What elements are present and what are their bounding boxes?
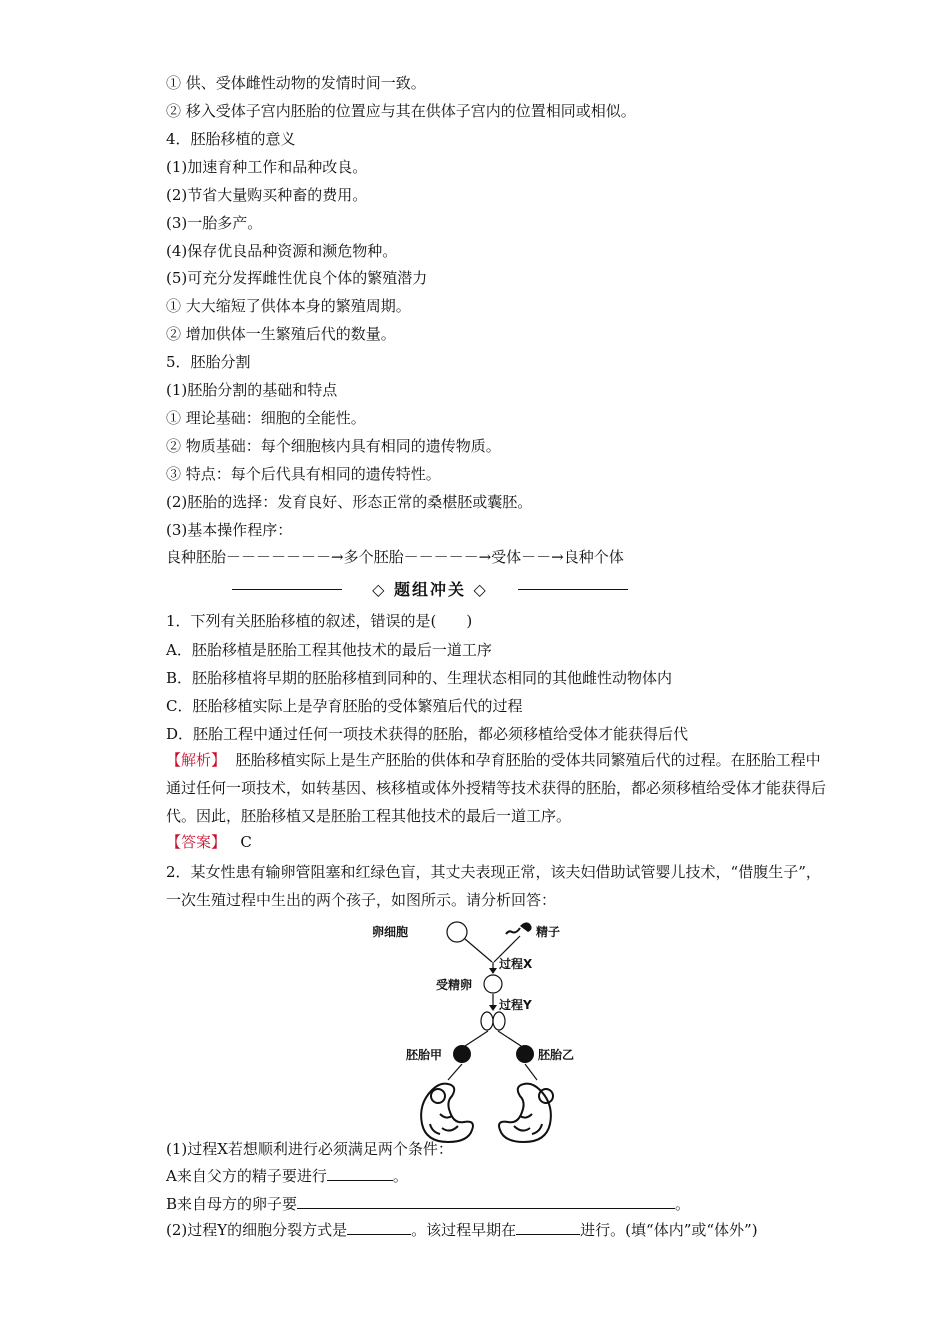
text-line: ② 增加供体一生繁殖后代的数量。 [166,325,396,343]
label-egg: 卵细胞 [372,925,409,939]
answer-line [166,832,252,852]
procedure-flow: 良种胚胎－－－－－－－→多个胚胎－－－－－→受体－－→良种个体 [166,548,624,566]
answer-blank[interactable] [297,1194,675,1209]
label-embryo-b: 胚胎乙 [538,1048,575,1062]
analysis-tag: 【解析】 [166,751,227,769]
section-heading: 4．胚胎移植的意义 [166,130,296,148]
text-line: (3)基本操作程序： [166,521,293,539]
egg-cell-icon [447,922,467,942]
section-heading: 5．胚胎分割 [166,353,251,371]
banner-title: ◇ 题组冲关 ◇ [368,580,492,599]
label-process-y: 过程Y [499,998,532,1012]
option-b: B．胚胎移植将早期的胚胎移植到同种的、生理状态相同的其他雌性动物体内 [166,669,673,687]
arrow-head [489,968,497,974]
arrow-head [489,1005,497,1011]
text-fragment: (2)过程Y的细胞分裂方式是 [166,1221,348,1239]
label-zygote: 受精卵 [436,978,473,992]
connector-line [525,1064,537,1080]
connector-line [498,1031,521,1046]
text-line: ② 移入受体子宫内胚胎的位置应与其在供体子宫内的位置相同或相似。 [166,102,636,120]
sub-question-2 [166,1216,826,1244]
text-fragment: 。该过程早期在 [411,1221,517,1239]
two-cell-embryo-icon [493,1012,505,1030]
embryo-a-icon [453,1045,471,1063]
question-stem: 1．下列有关胚胎移植的叙述，错误的是( ) [166,612,473,630]
text-fragment: 。 [675,1195,691,1213]
answer-blank[interactable] [347,1220,411,1235]
text-line: (3)一胎多产。 [166,214,263,232]
text-line: ① 供、受体雌性动物的发情时间一致。 [166,74,426,92]
text-fragment: 。 [392,1167,408,1185]
two-cell-embryo-icon [481,1012,493,1030]
option-c: C．胚胎移植实际上是孕育胚胎的受体繁殖后代的过程 [166,697,523,715]
embryo-b-icon [516,1045,534,1063]
text-line: ① 大大缩短了供体本身的繁殖周期。 [166,297,411,315]
sperm-icon [520,922,532,932]
text-line: (2)节省大量购买种畜的费用。 [166,186,368,204]
answer-blank[interactable] [516,1220,580,1235]
label-process-x: 过程X [499,957,533,971]
text-line: ② 物质基础：每个细胞核内具有相同的遗传物质。 [166,437,501,455]
answer-blank[interactable] [327,1166,393,1181]
text-fragment: 进行。(填“体内”或“体外”) [580,1221,758,1239]
connector-line [465,1031,488,1046]
question-stem: 2．某女性患有输卵管阻塞和红绿色盲，其丈夫表现正常，该夫妇借助试管婴儿技术，“借腹生子”，一次生殖过程中生出的两个孩子，如图所示。请分析回答： [166,863,821,909]
option-d: D．胚胎工程中通过任何一项技术获得的胚胎，都必须移植给受体才能获得后代 [166,725,689,743]
analysis-paragraph [166,746,826,830]
fetus-right-icon [499,1084,553,1142]
text-fragment: A来自父方的精子要进行 [166,1167,327,1185]
section-banner [232,578,628,602]
text-line: (1)加速育种工作和品种改良。 [166,158,368,176]
answer-tag: 【答案】 [166,833,227,851]
text-line: (4)保存优良品种资源和濒危物种。 [166,242,398,260]
text-line: ① 理论基础：细胞的全能性。 [166,409,366,427]
text-line: (2)胚胎的选择：发育良好、形态正常的桑椹胚或囊胚。 [166,493,533,511]
label-sperm: 精子 [536,925,561,939]
answer-value: C [240,833,252,851]
sub-question-1b [166,1194,690,1214]
option-a: A．胚胎移植是胚胎工程其他技术的最后一道工序 [166,641,492,659]
zygote-icon [484,975,502,993]
label-embryo-a: 胚胎甲 [406,1048,443,1062]
sperm-tail [506,928,520,934]
sub-question-1: (1)过程X若想顺利进行必须满足两个条件： [166,1140,453,1158]
connector-line [448,1064,462,1080]
connector-line [465,939,492,962]
analysis-text: 胚胎移植实际上是生产胚胎的供体和孕育胚胎的受体共同繁殖后代的过程。在胚胎工程中通过任何一项技术，如转基因、核移植或体外授精等技术获得的胚胎，都必须移植给受体才能获得后代。因此，胚胎移植又是胚胎工程其他技术的最后一道工序。 [166,751,827,825]
ivf-diagram [370,914,590,1164]
text-line: ③ 特点：每个后代具有相同的遗传特性。 [166,465,441,483]
sub-question-1a [166,1166,408,1186]
text-fragment: B来自母方的卵子要 [166,1195,298,1213]
fetus-left-icon [421,1084,473,1142]
text-line: (5)可充分发挥雌性优良个体的繁殖潜力 [166,269,428,287]
text-line: (1)胚胎分割的基础和特点 [166,381,338,399]
